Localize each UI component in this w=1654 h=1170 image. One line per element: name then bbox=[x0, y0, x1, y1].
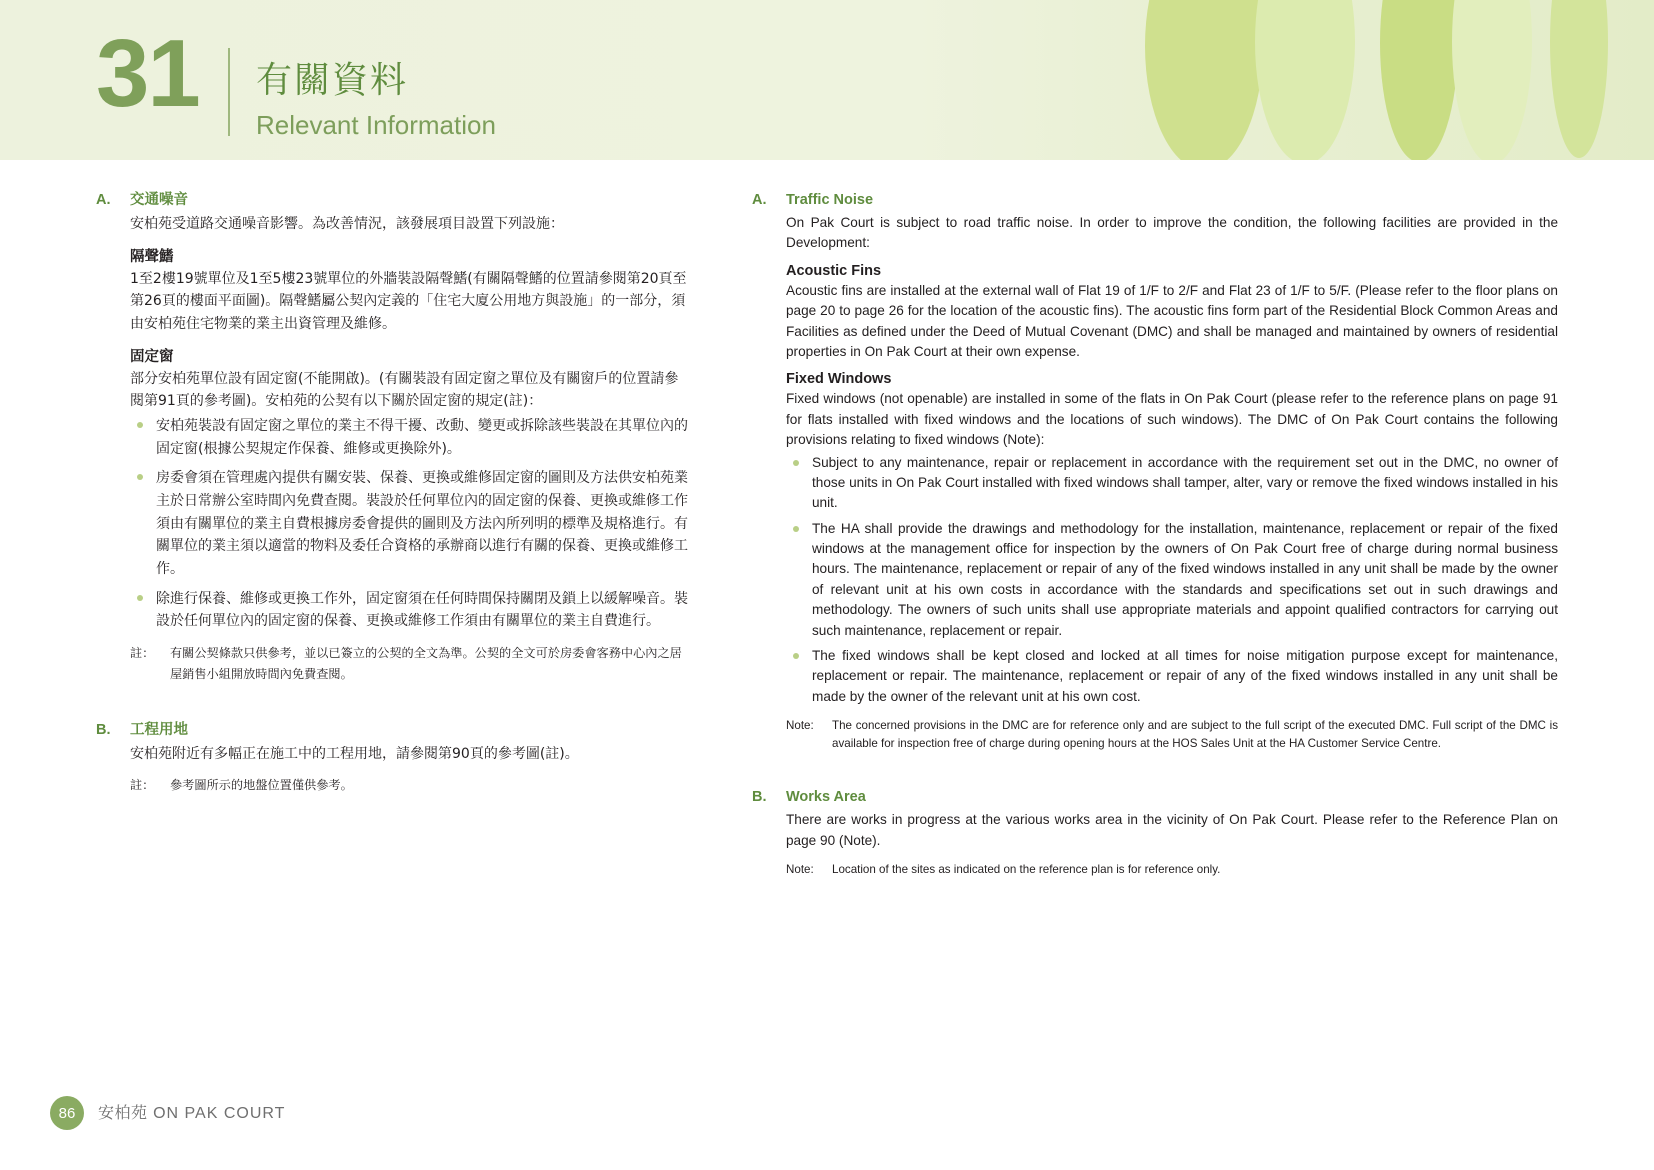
left-column-chinese bbox=[96, 190, 692, 801]
section-b-note bbox=[130, 775, 692, 796]
subsection-heading-fixed-windows: Fixed Windows bbox=[786, 371, 892, 388]
note-text: 有關公契條款只供參考，並以已簽立的公契的全文為準。公契的全文可於房委會客務中心內之居屋銷售小組開放時間內免費查閱。 bbox=[170, 646, 682, 682]
section-a-traffic-noise-en bbox=[752, 190, 1558, 753]
list-item: 安柏苑裝設有固定窗之單位的業主不得干擾、改動、變更或拆除該些裝設在其單位內的固定窗(根據公契規定作保養、維修或更換除外)。 bbox=[130, 415, 692, 460]
note-label: 註： bbox=[130, 778, 155, 793]
title-divider bbox=[228, 48, 230, 136]
chapter-number: 31 bbox=[96, 20, 199, 127]
fixed-windows-bullet-list bbox=[786, 453, 1558, 708]
note-text: Location of the sites as indicated on the reference plan is for reference only. bbox=[832, 862, 1221, 876]
subsection-heading-acoustic-fins: 隔聲鰭 bbox=[130, 248, 174, 265]
section-spacer bbox=[96, 690, 692, 720]
section-letter: A. bbox=[96, 192, 111, 208]
page-title-en: Relevant Information bbox=[256, 110, 496, 140]
section-b-works-area-zh bbox=[96, 720, 692, 797]
list-item: 除進行保養、維修或更換工作外，固定窗須在任何時間保持關閉及鎖上以緩解噪音。裝設於任何單位內的固定窗的保養、更換或維修工作須由有關單位的業主自費進行。 bbox=[130, 588, 692, 633]
page-number-badge: 86 bbox=[50, 1096, 84, 1130]
footer-estate-name bbox=[98, 1100, 285, 1123]
page-header bbox=[0, 0, 1654, 160]
list-item: The HA shall provide the drawings and methodology for the installation, maintenance, replacement or repair of the fixed windows at the management office for inspection by the owners of On Pak Court free of charge during normal business hours. The maintenance, replacement or repair of any of the fixed windows installed in any unit shall be made by the owner of relevant unit at his own costs in accordance with the standards and specifications set out in such drawings and methodology. The owners of such units shall use appropriate materials and appoint qualified contractors for carrying out such maintenance, replacement or repair. bbox=[786, 519, 1558, 641]
page-footer bbox=[0, 1084, 1654, 1170]
list-item: 房委會須在管理處內提供有關安裝、保養、更換或維修固定窗的圖則及方法供安柏苑業主於日常辦公室時間內免費查閱。裝設於任何單位內的固定窗的保養、更換或維修工作須由有關單位的業主自費根據房委會提供的圖則及方法內所列明的標準及規格進行。有關單位的業主須以適當的物料及委任合資格的承辦商以進行有關的保養、更換或維修工作。 bbox=[130, 467, 692, 580]
section-heading: 工程用地 bbox=[130, 721, 188, 738]
section-a-note bbox=[130, 643, 692, 686]
section-b-note bbox=[786, 861, 1558, 879]
section-intro: On Pak Court is subject to road traffic noise. In order to improve the condition, the following facilities are provided in the Development: bbox=[786, 215, 1558, 251]
section-body: 安柏苑附近有多幅正在施工中的工程用地，請參閱第90頁的參考圖(註)。 bbox=[130, 745, 579, 762]
section-a-note bbox=[786, 717, 1558, 753]
note-label: Note: bbox=[786, 719, 814, 733]
note-label: Note: bbox=[786, 862, 814, 876]
section-b-works-area-en bbox=[752, 787, 1558, 879]
footer-estate-name-zh: 安柏苑 bbox=[98, 1103, 148, 1122]
subsection-heading-fixed-windows: 固定窗 bbox=[130, 348, 174, 365]
section-a-traffic-noise-zh bbox=[96, 190, 692, 686]
page-title-zh: 有關資料 bbox=[256, 60, 409, 101]
note-text: 參考圖所示的地盤位置僅供參考。 bbox=[170, 778, 353, 793]
subsection-heading-acoustic-fins: Acoustic Fins bbox=[786, 262, 882, 279]
section-heading: 交通噪音 bbox=[130, 192, 188, 208]
section-spacer bbox=[752, 757, 1558, 787]
note-label: 註： bbox=[130, 646, 155, 661]
section-letter: B. bbox=[752, 789, 767, 806]
section-heading: Works Area bbox=[786, 789, 866, 806]
list-item: The fixed windows shall be kept closed and locked at all times for noise mitigation purpose except for maintenance, replacement or repair. The maintenance, replacement or repair of any of the fixed windows installed in any unit shall be made by the owner of the relevant unit at his own cost. bbox=[786, 646, 1558, 707]
subsection-body-fixed-windows: Fixed windows (not openable) are installed in some of the flats in On Pak Court (please refer to the reference plans on page 91 for flats installed with fixed windows and the locations of such windows). The DMC of On Pak Court contains the following provisions relating to fixed windows (Note): bbox=[786, 391, 1558, 448]
subsection-body-acoustic-fins: 1至2樓19號單位及1至5樓23號單位的外牆裝設隔聲鰭(有關隔聲鰭的位置請參閱第20頁至第26頁的樓面平面圖)。隔聲鰭屬公契內定義的「住宅大廈公用地方與設施」的一部分，須由安柏苑住宅物業的業主出資管理及維修。 bbox=[130, 270, 687, 333]
subsection-body-fixed-windows: 部分安柏苑單位設有固定窗(不能開啟)。(有關裝設有固定窗之單位及有關窗戶的位置請參閱第91頁的參考圖)。安柏苑的公契有以下關於固定窗的規定(註)： bbox=[130, 370, 679, 410]
footer-estate-name-en: ON PAK COURT bbox=[153, 1105, 286, 1122]
list-item: Subject to any maintenance, repair or replacement in accordance with the requirement set out in the DMC, no owner of those units in On Pak Court installed with fixed windows shall tamper, alter, vary or remove the fixed windows installed in his unit. bbox=[786, 453, 1558, 514]
right-column-english bbox=[752, 190, 1558, 883]
section-letter: B. bbox=[96, 721, 111, 738]
section-heading: Traffic Noise bbox=[786, 192, 874, 208]
section-body: There are works in progress at the various works area in the vicinity of On Pak Court. Please refer to the Reference Plan on page 90 (Note). bbox=[786, 812, 1558, 848]
section-letter: A. bbox=[752, 192, 767, 208]
section-intro: 安柏苑受道路交通噪音影響。為改善情況，該發展項目設置下列設施： bbox=[130, 216, 564, 233]
fixed-windows-bullet-list bbox=[130, 415, 692, 633]
note-text: The concerned provisions in the DMC are for reference only and are subject to the full script of the executed DMC. Full script of the DMC is available for inspection free of charge during opening hours at the HOS Sales Unit at the HA Customer Service Centre. bbox=[832, 719, 1558, 751]
subsection-body-acoustic-fins: Acoustic fins are installed at the external wall of Flat 19 of 1/F to 2/F and Flat 23 of 1/F to 5/F. (Please refer to the floor plans on page 20 to page 26 for the location of the acoustic fins). The acoustic fins form part of the Residential Block Common Areas and Facilities as defined under the Deed of Mutual Covenant (DMC) and shall be managed and maintained by owners of residential properties in On Pak Court at their own expense. bbox=[786, 282, 1558, 359]
